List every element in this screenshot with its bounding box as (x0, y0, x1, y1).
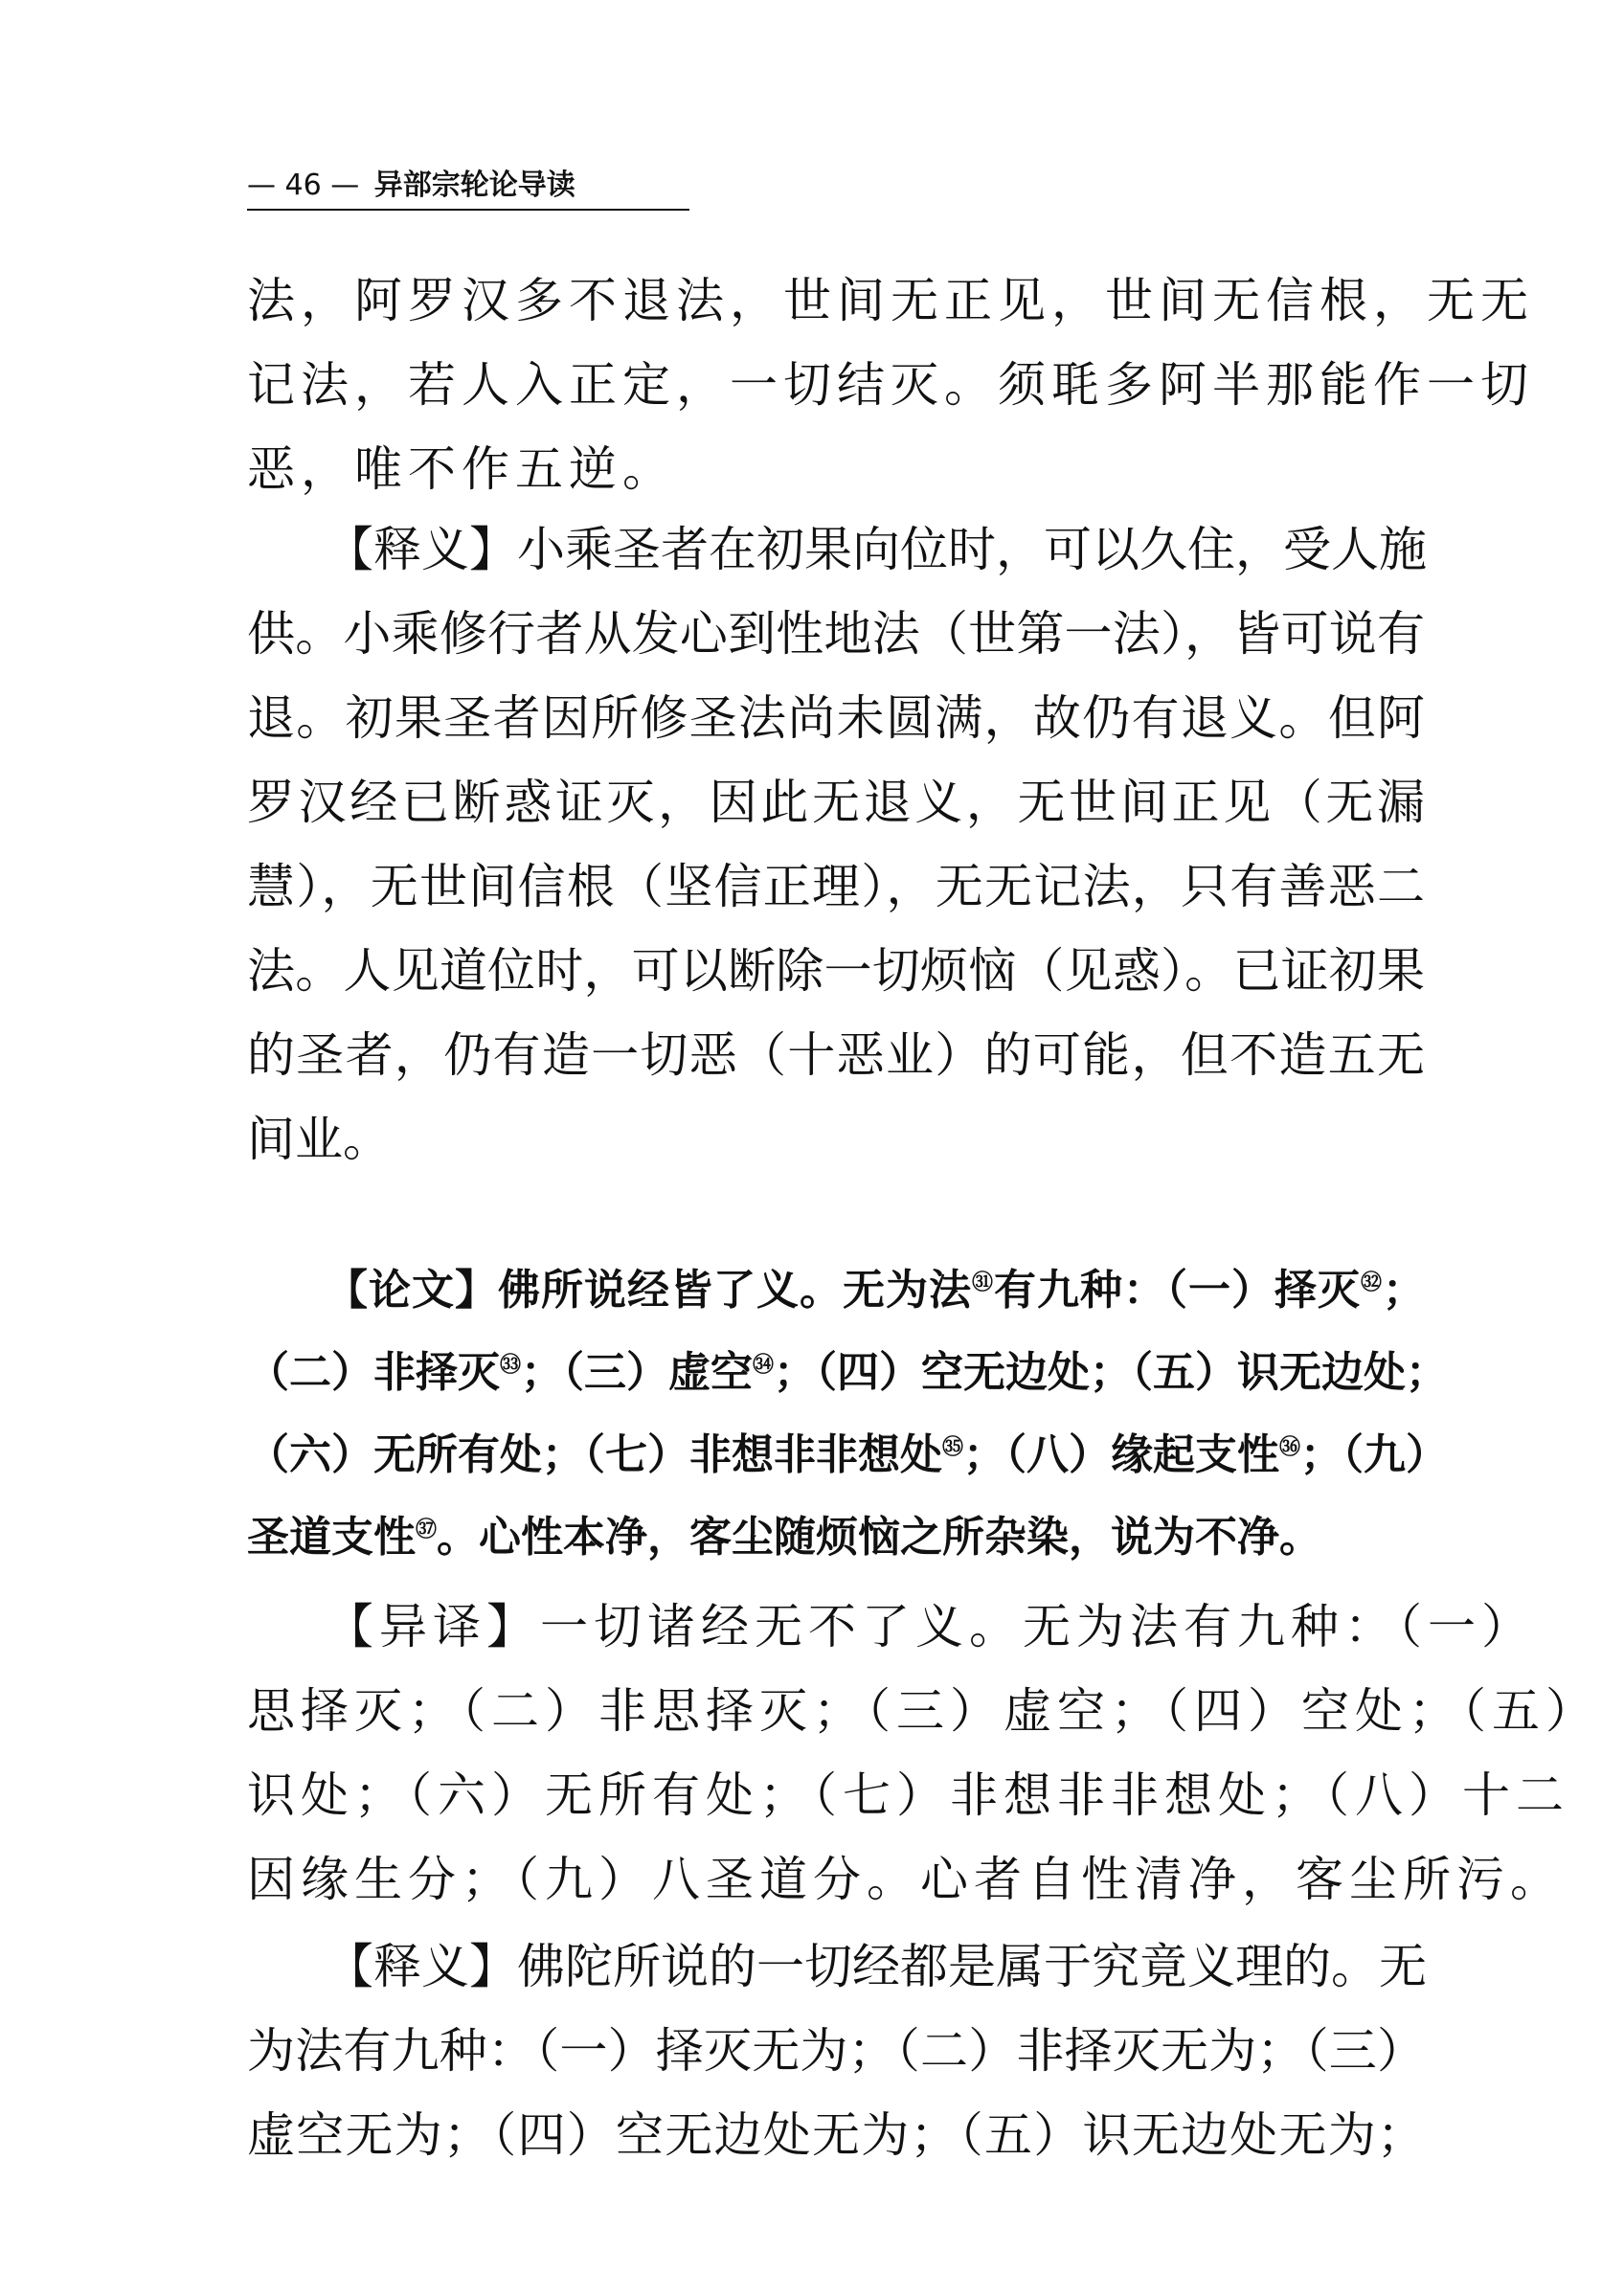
text-line: 识处；（六）无所有处；（七）非想非非想处；（八）十二 (247, 1767, 1569, 1823)
text-line: 虚空无为；（四）空无边处无为；（五）识无边处无为； (247, 2107, 1425, 2163)
text-line (247, 1414, 1449, 1496)
page-number: — 46 — (247, 169, 360, 202)
text-run: （六）无所有处；（七）非想非非想处 (247, 1430, 942, 1479)
paragraph-shiyi-2 (247, 1924, 1425, 2177)
paragraph-lunwen (247, 1249, 1449, 1579)
footnote-ref: ㉛ (971, 1271, 994, 1295)
footnote-ref: ㉝ (500, 1353, 522, 1378)
paragraph-shiyi-1 (247, 507, 1425, 1181)
text-line: 【异译】一切诸经无不了义。无为法有九种：（一） (326, 1599, 1535, 1654)
text-line: 法，阿罗汉多不退法，世间无正见，世间无信根，无无 (247, 273, 1534, 328)
text-run: ；（九） (1300, 1430, 1449, 1479)
text-line: 间业。 (247, 1112, 391, 1167)
text-line: 恶，唯不作五逆。 (247, 441, 676, 497)
text-run: 圣道支性 (247, 1513, 416, 1562)
paragraph-continued (247, 259, 1534, 511)
text-line: 慧），无世间信根（坚信正理），无无记法，只有善恶二 (247, 859, 1425, 914)
footnote-ref: ㉟ (942, 1435, 964, 1460)
footnote-ref: ㊱ (1279, 1435, 1301, 1460)
text-line: 法。人见道位时，可以断除一切烦恼（见惑）。已证初果 (247, 943, 1425, 999)
text-line: 为法有九种：（一）择灭无为；（二）非择灭无为；（三） (247, 2023, 1425, 2079)
text-run: ；（八）缘起支性 (963, 1430, 1280, 1479)
footnote-ref: ㉞ (753, 1353, 775, 1378)
text-run: 【论文】佛所说经皆了义。无为法 (326, 1266, 972, 1315)
text-line (247, 1249, 1425, 1332)
text-run: ； (1382, 1266, 1425, 1315)
text-line: 供。小乘修行者从发心到性地法（世第一法），皆可说有 (247, 606, 1425, 662)
text-line: 罗汉经已断惑证灭，因此无退义，无世间正见（无漏 (247, 775, 1425, 830)
text-line: 记法，若人入正定，一切结灭。须毦多阿半那能作一切 (247, 357, 1534, 413)
text-line: 的圣者，仍有造一切恶（十恶业）的可能，但不造五无 (247, 1027, 1425, 1083)
text-run: 有九种：（一）择灭 (993, 1266, 1361, 1315)
paragraph-yiyi (247, 1585, 1599, 1922)
text-line: 思择灭；（二）非思择灭；（三）虚空；（四）空处；（五） (247, 1683, 1599, 1739)
text-run: ；（四）空无边处；（五）识无边处； (774, 1348, 1449, 1397)
book-title: 异部宗轮论导读 (373, 169, 575, 202)
text-run: （二）非择灭 (247, 1348, 500, 1397)
text-line: 因缘生分；（九）八圣道分。心者自性清净，客尘所污。 (247, 1852, 1564, 1907)
text-line: 退。初果圣者因所修圣法尚未圆满，故仍有退义。但阿 (247, 690, 1425, 746)
footnote-ref: ㉜ (1360, 1271, 1383, 1295)
text-line: 【释义】小乘圣者在初果向位时，可以久住，受人施 (326, 522, 1427, 577)
text-line: 【释义】佛陀所说的一切经都是属于究竟义理的。无 (326, 1939, 1427, 1994)
text-line (247, 1332, 1449, 1414)
running-header (247, 165, 689, 211)
text-run: 。心性本净，客尘随烦恼之所杂染，说为不净。 (437, 1513, 1322, 1562)
text-line (247, 1496, 1425, 1579)
footnote-ref: ㊲ (416, 1518, 438, 1542)
text-run: ；（三）虚空 (521, 1348, 754, 1397)
